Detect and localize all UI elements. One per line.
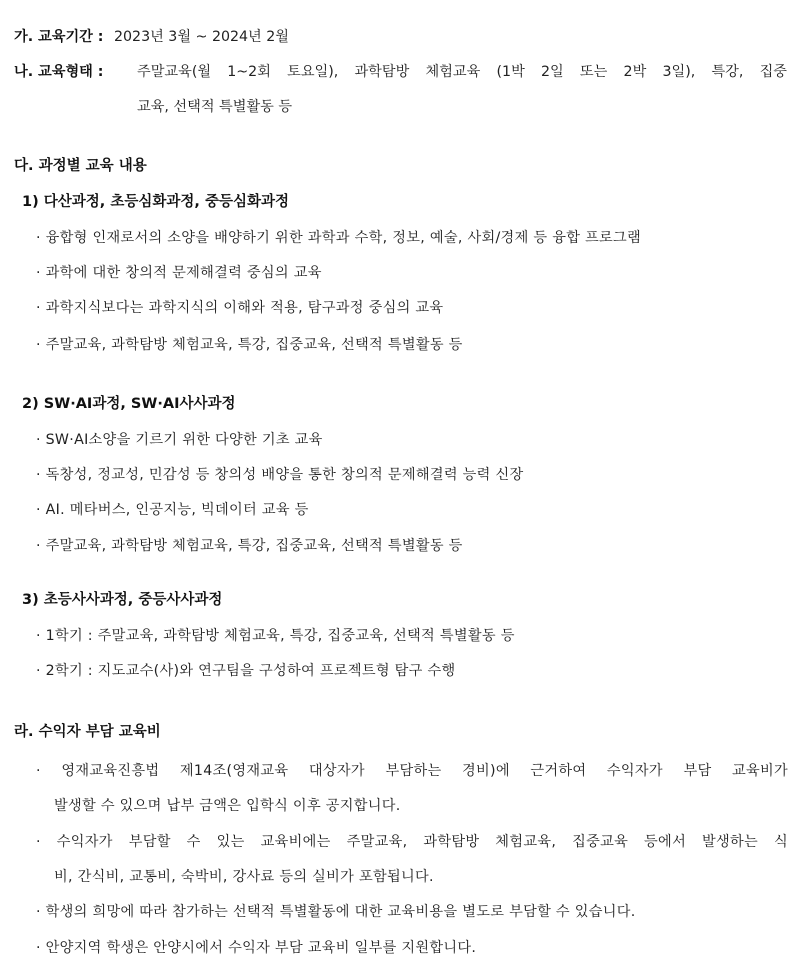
section-title-curriculum: 다. 과정별 교육 내용: [14, 158, 147, 174]
section-title-fees: 라. 수익자 부담 교육비: [14, 724, 161, 740]
list-item: · 1학기 : 주말교육, 과학탐방 체험교육, 특강, 집중교육, 선택적 특별활동 등: [36, 628, 515, 644]
list-item: · 주말교육, 과학탐방 체험교육, 특강, 집중교육, 선택적 특별활동 등: [36, 337, 463, 353]
fee-paragraph-3: · 학생의 희망에 따라 참가하는 선택적 특별활동에 대한 교육비용을 별도로 부담할 수 있습니다.: [36, 904, 636, 920]
group-title-1: 1) 다산과정, 초등심화과정, 중등심화과정: [22, 194, 289, 210]
list-item: · AI. 메타버스, 인공지능, 빅데이터 교육 등: [36, 502, 309, 518]
form-label: 나. 교육형태 :: [14, 64, 104, 80]
period-label: 가. 교육기간 :: [14, 29, 104, 45]
list-item: · 주말교육, 과학탐방 체험교육, 특강, 집중교육, 선택적 특별활동 등: [36, 538, 463, 554]
list-item: · 2학기 : 지도교수(사)와 연구팀을 구성하여 프로젝트형 탐구 수행: [36, 663, 456, 679]
group-title-2: 2) SW·AI과정, SW·AI사사과정: [22, 396, 236, 412]
fee-paragraph-2-line2: 비, 간식비, 교통비, 숙박비, 강사료 등의 실비가 포함됩니다.: [54, 869, 434, 885]
group-title-3: 3) 초등사사과정, 중등사사과정: [22, 592, 223, 608]
form-value-line2: 교육, 선택적 특별활동 등: [137, 99, 293, 115]
form-row: [14, 62, 103, 82]
form-value-line1: 주말교육(월 1~2회 토요일), 과학탐방 체험교육 (1박 2일 또는 2박 3일), 특강, 집중: [137, 64, 787, 80]
period-row: [14, 27, 289, 47]
period-value: 2023년 3월 ~ 2024년 2월: [113, 29, 289, 45]
fee-paragraph-1-line2: 발생할 수 있으며 납부 금액은 입학식 이후 공지합니다.: [54, 798, 401, 814]
list-item: · 독창성, 정교성, 민감성 등 창의성 배양을 통한 창의적 문제해결력 능력 신장: [36, 467, 524, 483]
list-item: · 과학지식보다는 과학지식의 이해와 적용, 탐구과정 중심의 교육: [36, 300, 444, 316]
fee-paragraph-2-line1: · 수익자가 부담할 수 있는 교육비에는 주말교육, 과학탐방 체험교육, 집중교육 등에서 발생하는 식: [36, 834, 788, 850]
list-item: · 과학에 대한 창의적 문제해결력 중심의 교육: [36, 265, 322, 281]
list-item: · SW·AI소양을 기르기 위한 다양한 기초 교육: [36, 432, 323, 448]
fee-paragraph-4: · 안양지역 학생은 안양시에서 수익자 부담 교육비 일부를 지원합니다.: [36, 940, 477, 956]
fee-paragraph-1-line1: · 영재교육진흥법 제14조(영재교육 대상자가 부담하는 경비)에 근거하여 수익자가 부담 교육비가: [36, 763, 788, 779]
list-item: · 융합형 인재로서의 소양을 배양하기 위한 과학과 수학, 정보, 예술, 사회/경제 등 융합 프로그램: [36, 230, 642, 246]
